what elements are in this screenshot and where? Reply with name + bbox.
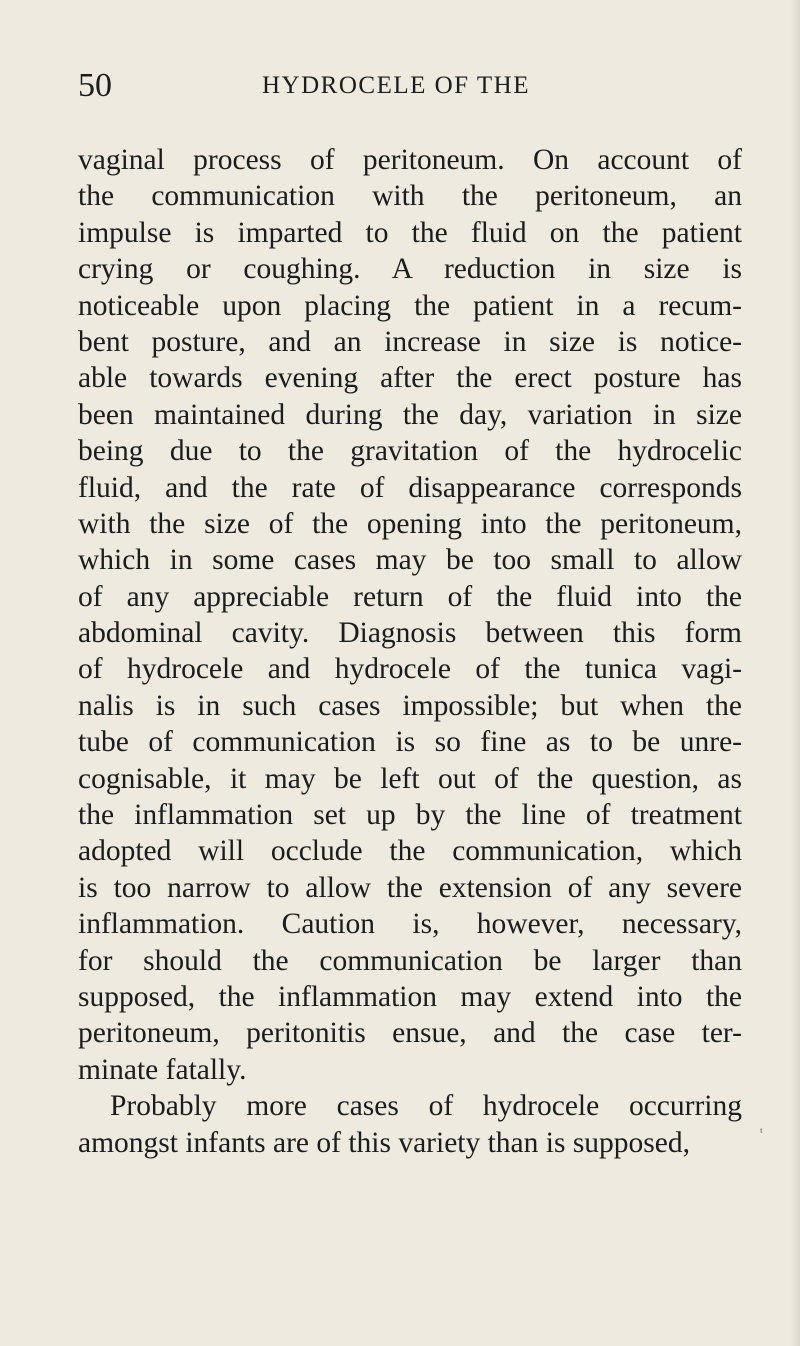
text-line: Probably more cases of hydrocele occurring xyxy=(110,1090,742,1123)
text-line: tube of communication is so fine as to be unre- xyxy=(78,726,742,759)
text-line: bent posture, and an increase in size is notice- xyxy=(78,325,742,358)
text-line: of hydrocele and hydrocele of the tunica vagi- xyxy=(78,653,742,686)
margin-mark: ᵗ xyxy=(760,1126,763,1141)
text-line: impulse is imparted to the fluid on the patient xyxy=(78,216,742,249)
text-line: the communication with the peritoneum, an xyxy=(78,180,742,213)
text-line: the inflammation set up by the line of treatment xyxy=(78,799,742,832)
body-text xyxy=(78,142,742,1161)
text-line: peritoneum, peritonitis ensue, and the case ter- xyxy=(78,1017,742,1050)
text-line: been maintained during the day, variation in size xyxy=(78,398,742,431)
page-header xyxy=(78,66,718,106)
text-line: minate fatally. xyxy=(78,1053,247,1086)
text-line: noticeable upon placing the patient in a recum- xyxy=(78,289,742,322)
page-number: 50 xyxy=(78,67,112,104)
text-line: which in some cases may be too small to allow xyxy=(78,544,742,577)
text-line: supposed, the inflammation may extend into the xyxy=(78,980,742,1013)
text-line: fluid, and the rate of disappearance corresponds xyxy=(78,471,742,504)
text-line: cognisable, it may be left out of the question, as xyxy=(78,762,742,795)
text-line: nalis is in such cases impossible; but when the xyxy=(78,689,742,722)
text-line: adopted will occlude the communication, which xyxy=(78,835,742,868)
text-line: for should the communication be larger than xyxy=(78,944,742,977)
page-edge-shadow xyxy=(790,0,800,1346)
text-line: with the size of the opening into the peritoneum, xyxy=(78,507,742,540)
text-line: is too narrow to allow the extension of any severe xyxy=(78,871,742,904)
text-line: vaginal process of peritoneum. On account of xyxy=(78,144,742,176)
text-line: being due to the gravitation of the hydrocelic xyxy=(78,435,742,468)
text-line: abdominal cavity. Diagnosis between this form xyxy=(78,617,742,650)
text-line: able towards evening after the erect posture has xyxy=(78,362,742,395)
text-line: crying or coughing. A reduction in size is xyxy=(78,253,742,286)
text-line: of any appreciable return of the fluid into the xyxy=(78,580,742,613)
text-line: amongst infants are of this variety than is supposed, xyxy=(78,1126,691,1159)
running-head: HYDROCELE OF THE xyxy=(262,72,530,99)
text-line: inflammation. Caution is, however, necessary, xyxy=(78,908,742,941)
